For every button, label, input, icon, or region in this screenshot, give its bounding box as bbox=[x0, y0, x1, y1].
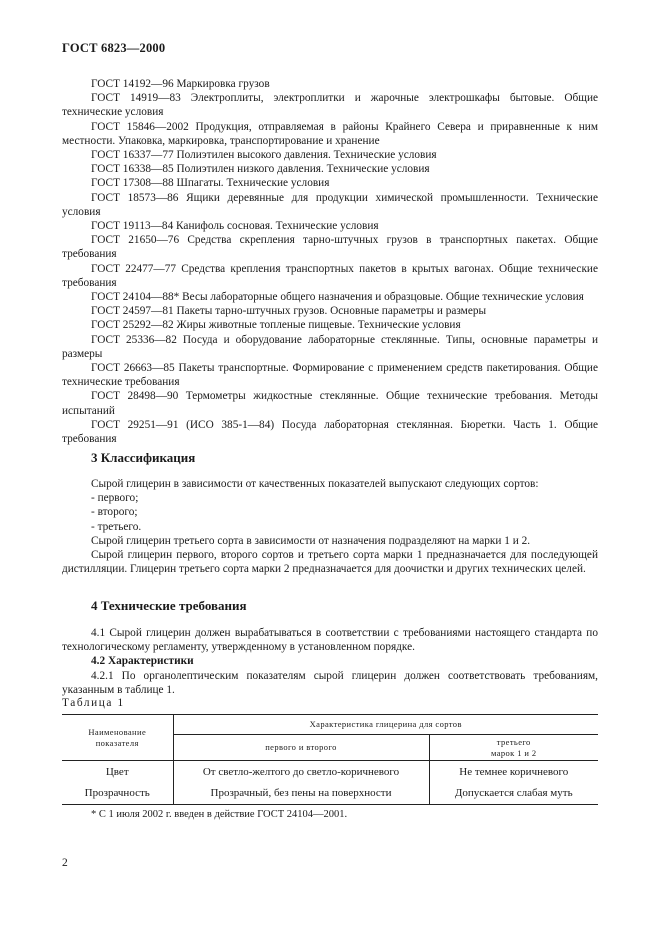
reference-item: ГОСТ 14192—96 Маркировка грузов bbox=[91, 78, 270, 90]
footnote: * С 1 июля 2002 г. введен в действие ГОСТ 24104—2001. bbox=[91, 809, 348, 820]
reference-item: ГОСТ 16337—77 Полиэтилен высокого давления. Технические условия bbox=[91, 149, 437, 162]
normative-references bbox=[62, 77, 598, 446]
section-3-paragraph: Сырой глицерин третьего сорта в зависимости от назначения подразделяют на марки 1 и 2. bbox=[91, 534, 531, 547]
document-header: ГОСТ 6823—2000 bbox=[62, 41, 166, 55]
section-3-intro: Сырой глицерин в зависимости от качественных показателей выпускают следующих сортов: bbox=[91, 478, 539, 490]
header-grade-first-second: первого и второго bbox=[173, 735, 429, 761]
reference-item: ГОСТ 25336—82 Посуда и оборудование лабораторные стеклянные. Типы, основные параметры и размеры bbox=[62, 333, 598, 360]
row-name: Прозрачность bbox=[62, 783, 173, 805]
table-row bbox=[62, 783, 598, 805]
reference-item: ГОСТ 14919—83 Электроплиты, электроплитки и жарочные электрошкафы бытовые. Общие технические условия bbox=[62, 92, 598, 119]
row-value-third: Допускается слабая муть bbox=[429, 783, 598, 805]
grade-item: - третьего. bbox=[91, 520, 142, 533]
reference-item: ГОСТ 19113—84 Канифоль сосновая. Технические условия bbox=[91, 220, 379, 233]
reference-item: ГОСТ 25292—82 Жиры животные топленые пищевые. Технические условия bbox=[91, 319, 461, 332]
clause-4-2-heading: 4.2 Характеристики bbox=[91, 655, 194, 668]
header-indicator-name: Наименование показателя bbox=[62, 715, 173, 761]
table-label: Таблица 1 bbox=[62, 697, 125, 709]
reference-item: ГОСТ 28498—90 Термометры жидкостные стеклянные. Общие технические требования. Методы испытаний bbox=[62, 390, 598, 417]
section-3-body bbox=[62, 477, 598, 576]
reference-item: ГОСТ 24104—88* Весы лабораторные общего назначения и образцовые. Общие технические условия bbox=[91, 291, 584, 304]
row-name: Цвет bbox=[62, 761, 173, 783]
reference-item: ГОСТ 18573—86 Ящики деревянные для продукции химической промышленности. Технические условия bbox=[62, 191, 598, 218]
reference-item: ГОСТ 22477—77 Средства крепления транспортных пакетов в крытых вагонах. Общие технические требования bbox=[62, 262, 598, 289]
section-3-paragraph: Сырой глицерин первого, второго сортов и третьего сорта марки 1 предназначается для последующей дистилляции. Глицерин третьего сорта марки 2 предназначается для доочистки и других технических целей. bbox=[62, 549, 598, 576]
row-value-first-second: Прозрачный, без пены на поверхности bbox=[173, 783, 429, 805]
reference-item: ГОСТ 17308—88 Шпагаты. Технические условия bbox=[91, 177, 330, 190]
reference-item: ГОСТ 15846—2002 Продукция, отправляемая в районы Крайнего Севера и приравненные к ним местности. Упаковка, маркировка, транспортирование и хранение bbox=[62, 120, 598, 147]
reference-item: ГОСТ 24597—81 Пакеты тарно-штучных грузов. Основные параметры и размеры bbox=[91, 305, 487, 318]
grade-item: - первого; bbox=[91, 492, 139, 505]
page-number: 2 bbox=[62, 857, 68, 869]
grade-item: - второго; bbox=[91, 506, 138, 519]
clause-4-1: 4.1 Сырой глицерин должен вырабатываться в соответствии с требованиями настоящего стандарта по технологическому регламенту, утвержденному в установленном порядке. bbox=[62, 627, 598, 654]
table-1 bbox=[62, 714, 598, 805]
table-row bbox=[62, 761, 598, 783]
clause-4-2-1: 4.2.1 По органолептическим показателям сырой глицерин должен соответствовать требованиям, указанным в таблице 1. bbox=[62, 669, 598, 696]
header-grade-characteristic: Характеристика глицерина для сортов bbox=[173, 715, 598, 735]
section-4-body bbox=[62, 626, 598, 697]
header-grade-third-line2: марок 1 и 2 bbox=[490, 747, 537, 758]
header-grade-third bbox=[429, 735, 598, 761]
section-3-title: 3 Классификация bbox=[91, 450, 196, 465]
reference-item: ГОСТ 21650—76 Средства скрепления тарно-штучных грузов в транспортных пакетах. Общие требования bbox=[62, 234, 598, 261]
reference-item: ГОСТ 16338—85 Полиэтилен низкого давления. Технические условия bbox=[91, 163, 430, 176]
reference-item: ГОСТ 29251—91 (ИСО 385-1—84) Посуда лабораторная стеклянная. Бюретки. Часть 1. Общие требования bbox=[62, 418, 598, 446]
row-value-third: Не темнее коричневого bbox=[459, 765, 569, 778]
reference-item: ГОСТ 26663—85 Пакеты транспортные. Формирование с применением средств пакетирования. Общие технические требования bbox=[62, 362, 598, 389]
section-4-title: 4 Технические требования bbox=[91, 598, 247, 613]
row-value-first-second: От светло-желтого до светло-коричневого bbox=[173, 761, 429, 783]
header-grade-third-line1: третьего bbox=[496, 736, 531, 747]
